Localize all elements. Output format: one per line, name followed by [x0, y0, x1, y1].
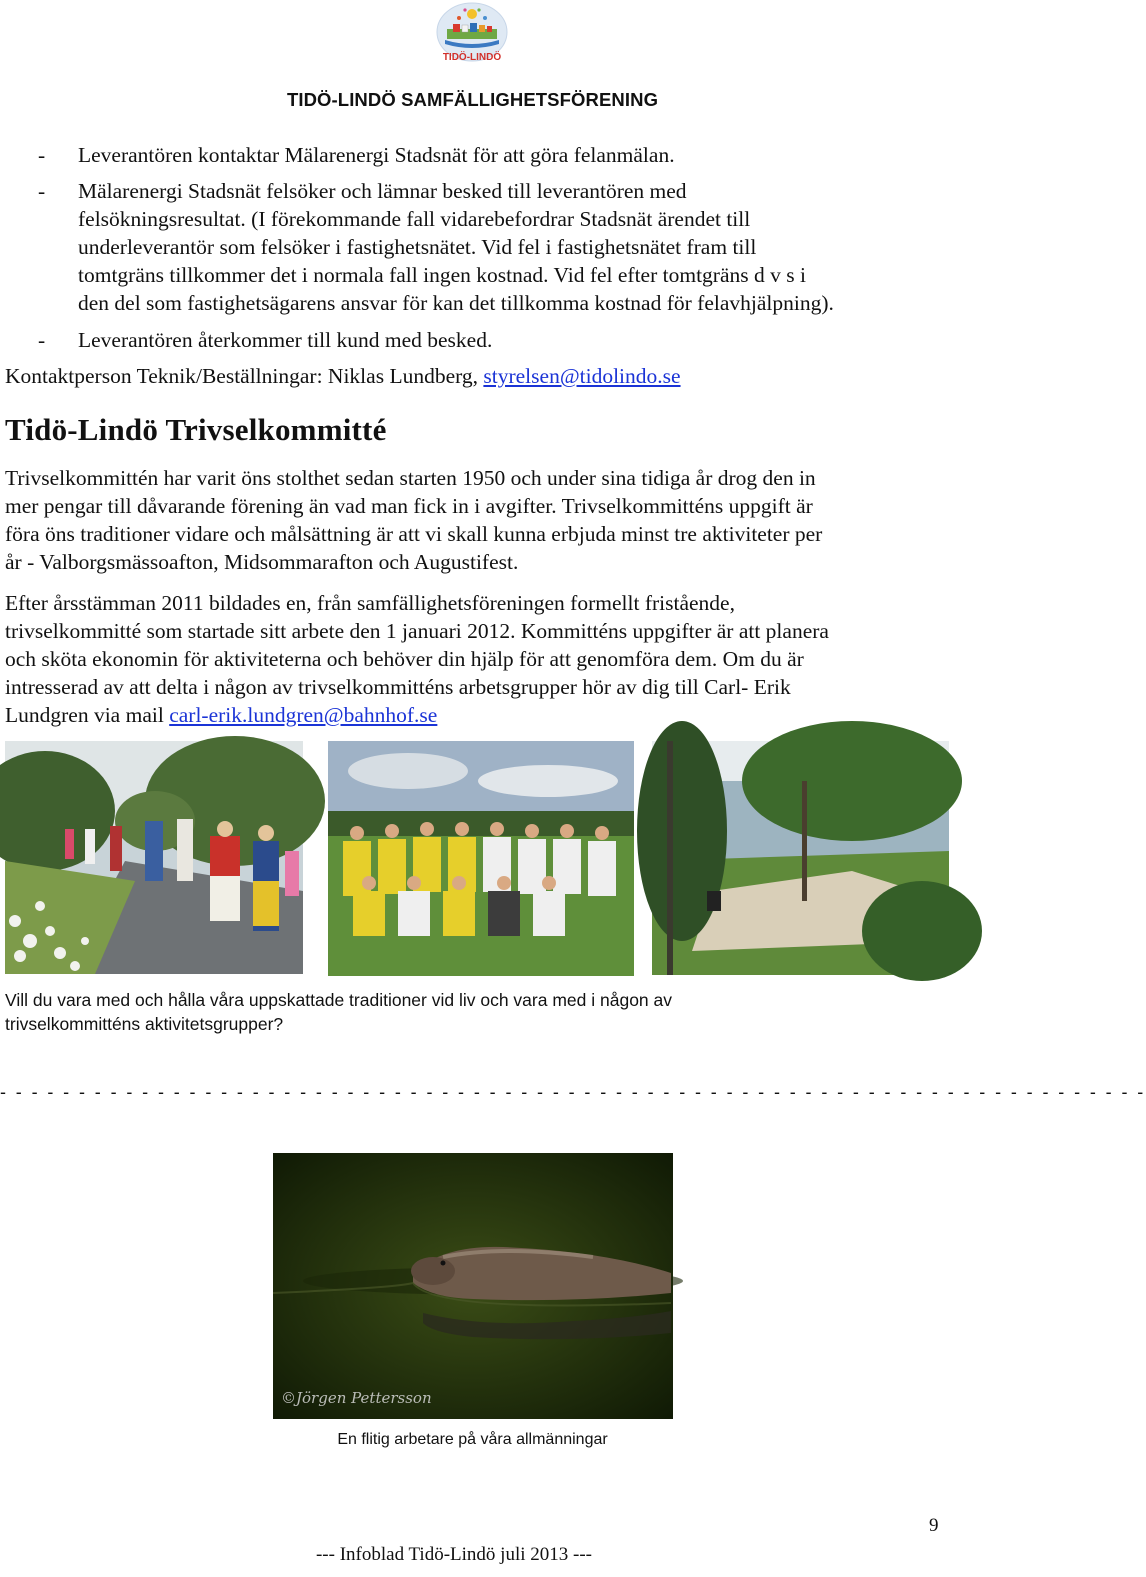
caption-line: Vill du vara med och hålla våra uppskattade traditioner vid liv och vara med i någon av	[5, 990, 672, 1010]
beaver-photo	[273, 1153, 673, 1419]
step-line: underleverantör som felsöker i fastighetsnätet. Vid fel i fastighetsnätet fram till	[78, 235, 757, 259]
committee-paragraph	[5, 589, 950, 729]
paragraph-line: Lundgren via mail	[5, 703, 170, 727]
organization-name: TIDÖ-LINDÖ SAMFÄLLIGHETSFÖRENING	[286, 89, 659, 110]
step-line: Leverantören kontaktar Mälarenergi Stadsnät för att göra felanmälan.	[78, 143, 675, 167]
photo-watermark: ©Jörgen Pettersson	[281, 1389, 432, 1407]
step-dash: -	[38, 143, 46, 167]
football-team-photo	[328, 741, 634, 976]
lake-beach-photo	[652, 741, 949, 975]
procession-photo	[5, 741, 303, 974]
paragraph-line: trivselkommitté som startade sitt arbete den 1 januari 2012. Kommitténs uppgifter är att planera	[5, 619, 829, 643]
paragraph-line: mer pengar till dåvarande förening än vad man fick in i avgifter. Trivselkommitténs uppgift är	[5, 494, 813, 518]
step-line: Leverantören återkommer till kund med besked.	[78, 328, 493, 352]
dashed-separator: - - - - - - - - - - - - - - - - - - - - - - - - - - - - - - - - - - - - - - - - - - - - - - - - - - - - - - - - - - - - - - - - - - - - - - - - -	[0, 1082, 1146, 1102]
section-title: Tidö-Lindö Trivselkommitté	[5, 412, 387, 447]
step-line: Mälarenergi Stadsnät felsöker och lämnar besked till leverantören med	[78, 179, 687, 203]
committee-email-link[interactable]: carl-erik.lundgren@bahnhof.se	[169, 703, 438, 727]
footer-text: --- Infoblad Tidö-Lindö juli 2013 ---	[315, 1544, 592, 1565]
paragraph-line: föra öns traditioner vidare och målsättning är att vi skall kunna erbjuda minst tre aktiviteter per	[5, 522, 823, 546]
intro-paragraph	[5, 464, 950, 576]
logo-text: TIDÖ-LINDÖ	[442, 52, 502, 63]
tido-lindo-logo	[429, 2, 515, 66]
paragraph-line: intresserad av att delta i någon av trivselkommitténs arbetsgrupper hör av dig till Carl- Erik	[5, 675, 791, 699]
step-line: tomtgräns tillkommer det i normala fall ingen kostnad. Vid fel efter tomtgräns d v s i	[78, 263, 806, 287]
paragraph-line: Efter årsstämman 2011 bildades en, från samfällighetsföreningen formellt fristående,	[5, 591, 735, 615]
traditions-caption	[5, 988, 905, 1036]
page-number: 9	[929, 1515, 939, 1536]
step-dash: -	[38, 179, 46, 203]
step-line: felsökningsresultat. (I förekommande fall vidarebefordrar Stadsnät ärendet till	[78, 207, 751, 231]
step-dash: -	[38, 328, 46, 352]
paragraph-line: och sköta ekonomin för aktiviteterna och behöver din hjälp för att genomföra dem. Om du är	[5, 647, 804, 671]
step-line: den del som fastighetsägarens ansvar för kan det tillkomma kostnad för felavhjälpning).	[78, 291, 834, 315]
paragraph-line: år - Valborgsmässoafton, Midsommarafton och Augustifest.	[5, 550, 519, 574]
contact-text: Kontaktperson Teknik/Beställningar: Niklas Lundberg,	[5, 364, 484, 388]
beaver-caption: En flitig arbetare på våra allmänningar	[337, 1431, 608, 1448]
caption-line: trivselkommitténs aktivitetsgrupper?	[5, 1014, 284, 1034]
contact-line	[5, 362, 950, 390]
contact-email-link[interactable]: styrelsen@tidolindo.se	[483, 364, 681, 388]
paragraph-line: Trivselkommittén har varit öns stolthet sedan starten 1950 och under sina tidiga år drog den in	[5, 466, 816, 490]
